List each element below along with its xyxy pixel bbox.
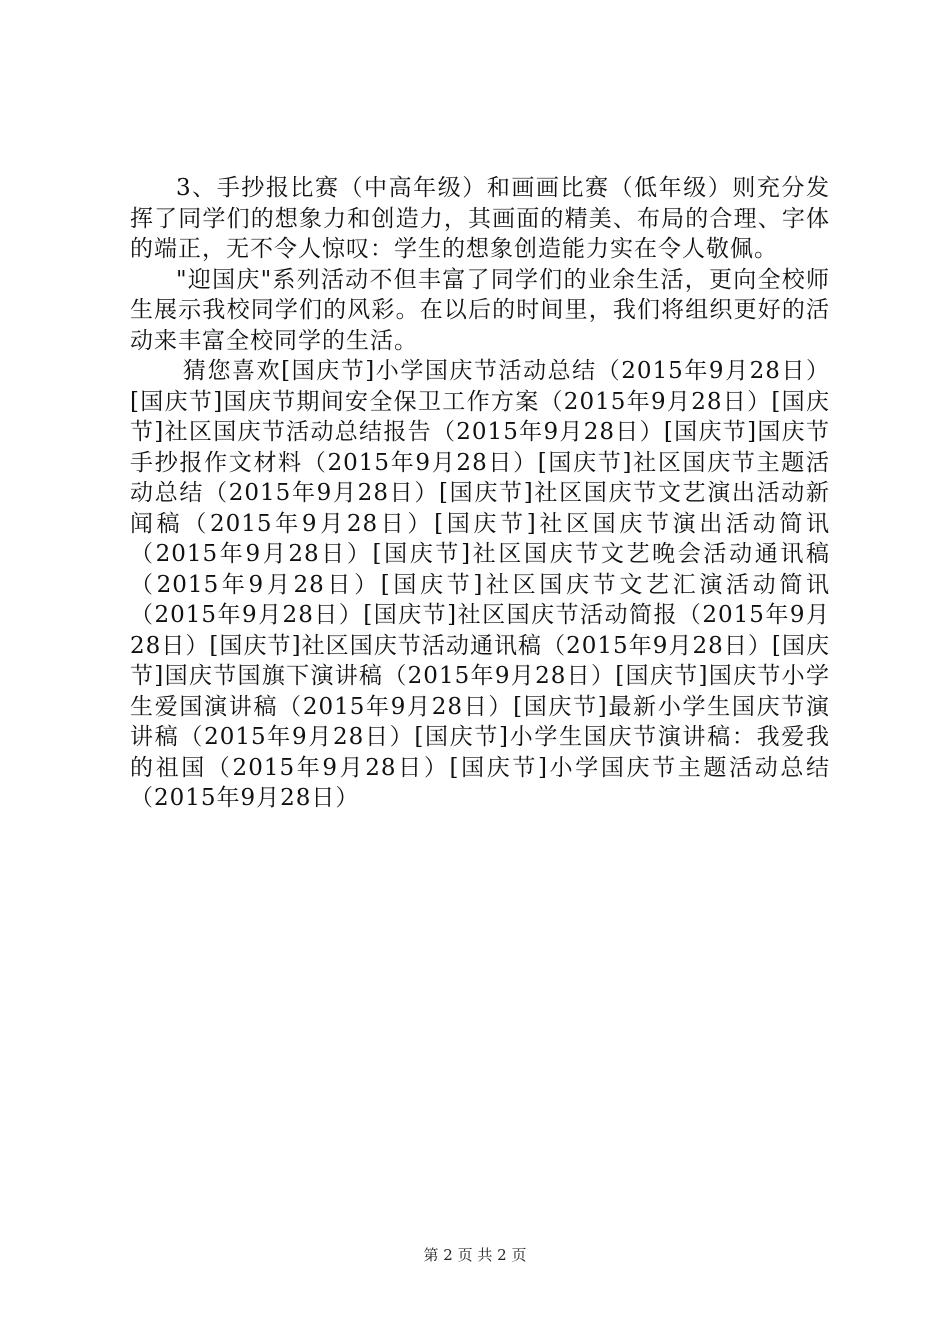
document-body [130, 173, 830, 814]
paragraph-activity-conclusion: "迎国庆"系列活动不但丰富了同学们的业余生活，更向全校师生展示我校同学们的风彩。在以后的时间里，我们将组织更好的活动来丰富全校同学的生活。 [130, 266, 830, 354]
page-number-footer: 第 2 页 共 2 页 [423, 1246, 527, 1264]
related-articles-list: 猜您喜欢[国庆节]小学国庆节活动总结（2015年9月28日）[国庆节]国庆节期间安全保卫工作方案（2015年9月28日）[国庆节]社区国庆节活动总结报告（2015年9月28日）[国庆节]国庆节手抄报作文材料（2015年9月28日）[国庆节]社区国庆节主题活动总结（2015年9月28日）[国庆节]社区国庆节文艺演出活动新闻稿（2015年9月28日）[国庆节]社区国庆节演出活动简讯（2015年9月28日）[国庆节]社区国庆节文艺晚会活动通讯稿（2015年9月28日）[国庆节]社区国庆节文艺汇演活动简讯（2015年9月28日）[国庆节]社区国庆节活动简报（2015年9月28日）[国庆节]社区国庆节活动通讯稿（2015年9月28日）[国庆节]国庆节国旗下演讲稿（2015年9月28日）[国庆节]国庆节小学生爱国演讲稿（2015年9月28日）[国庆节]最新小学生国庆节演讲稿（2015年9月28日）[国庆节]小学生国庆节演讲稿：我爱我的祖国（2015年9月28日）[国庆节]小学国庆节主题活动总结（2015年9月28日） [130, 358, 830, 811]
paragraph-contest-summary: 3、手抄报比赛（中高年级）和画画比赛（低年级）则充分发挥了同学们的想象力和创造力，其画面的精美、布局的合理、字体的端正，无不令人惊叹：学生的想象创造能力实在令人敬佩。 [130, 175, 830, 262]
